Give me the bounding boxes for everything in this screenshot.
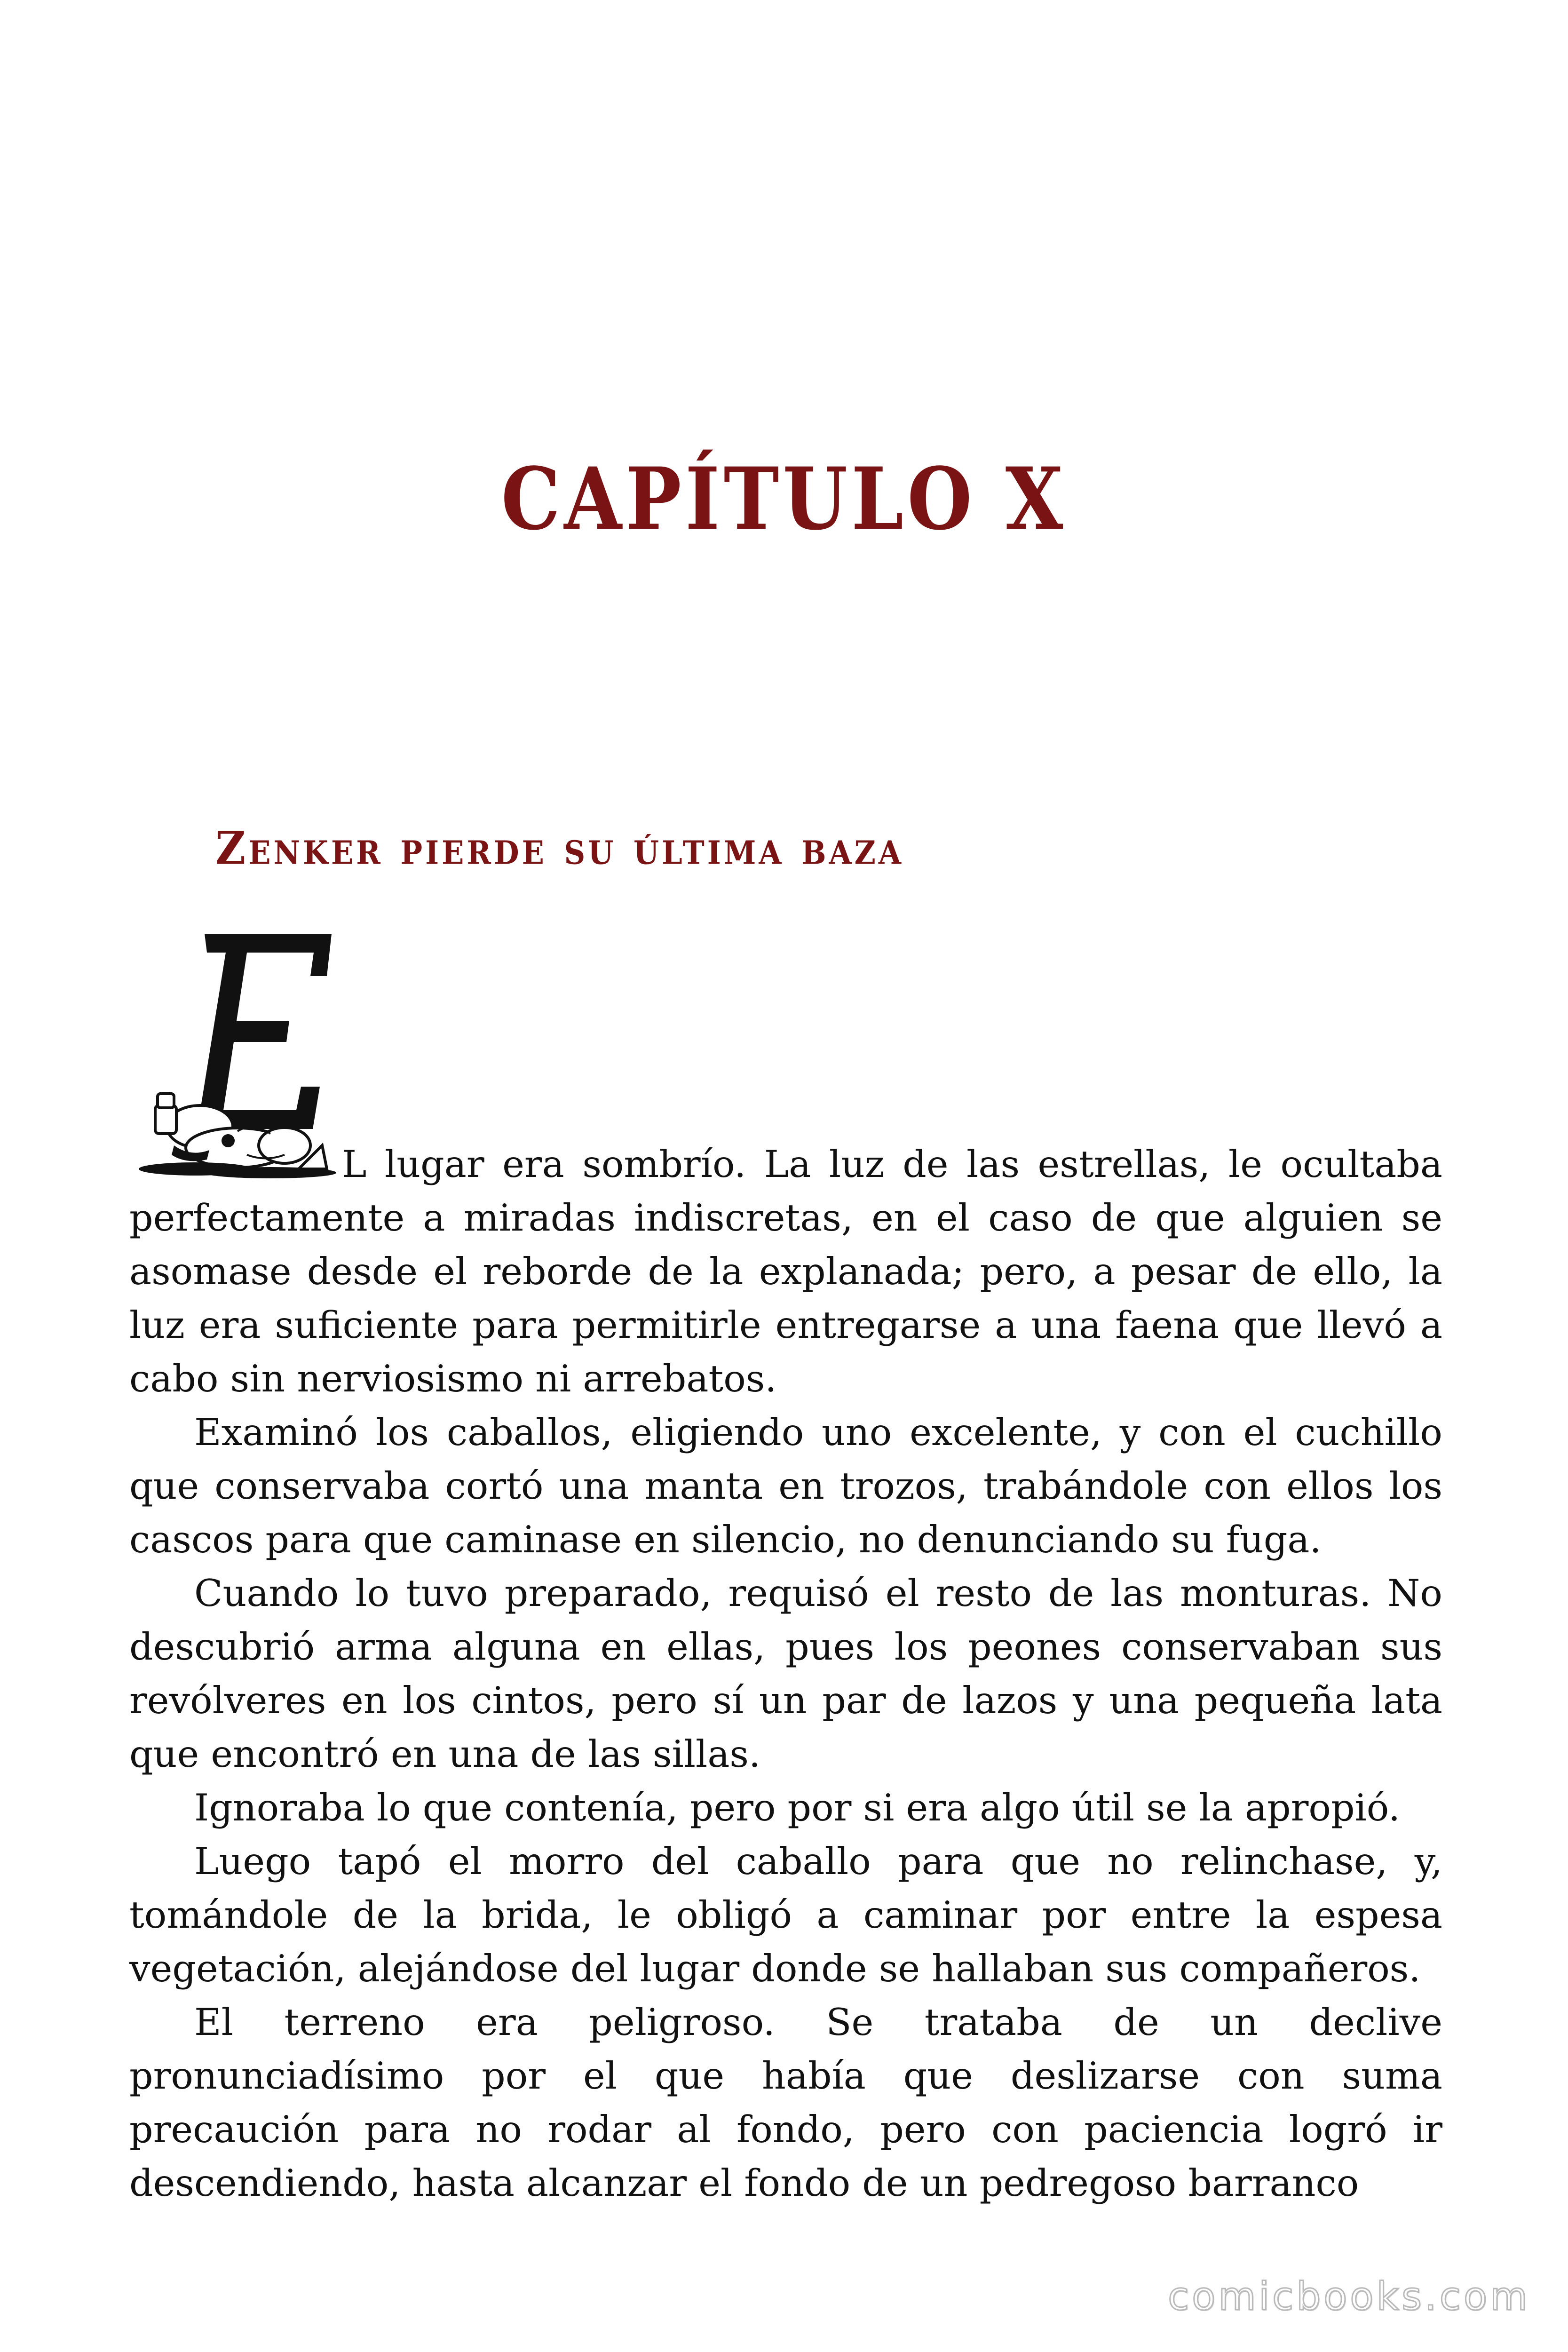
paragraph: Luego tapó el morro del caballo para que no relinchase, y, tomándole de la brida, le obligó a caminar por entre la espesa vegetación, alejándose del lugar donde se hallaban sus compañeros. xyxy=(129,1840,1442,1990)
body-text xyxy=(129,1137,1442,2210)
paragraph xyxy=(129,1137,1442,1406)
paragraph: El terreno era peligroso. Se trataba de un declive pronunciadísimo por el que había que deslizarse con suma precaución para no rodar al fondo, pero con paciencia logró ir descendiendo, hasta alcanzar el fondo de un pedregoso barranco xyxy=(129,2001,1442,2205)
chapter-title: CAPÍTULO X xyxy=(501,449,1067,549)
paragraph: Examinó los caballos, eligiendo uno excelente, y con el cuchillo que conservaba cortó una manta en trozos, trabándole con ellos los cascos para que caminase en silencio, no denunciando su fuga. xyxy=(129,1411,1442,1561)
watermark: comicbooks.com xyxy=(1168,2274,1530,2319)
paragraph: Ignoraba lo que contenía, pero por si era algo útil se la apropió. xyxy=(194,1786,1401,1829)
paragraph: Cuando lo tuvo preparado, requisó el resto de las monturas. No descubrió arma alguna en ellas, pues los peones conservaban sus revólveres en los cintos, pero sí un par de lazos y una pequeña lata que encontró en una de las sillas. xyxy=(129,1572,1442,1776)
paragraph-text: L lugar era sombrío. La luz de las estrellas, le ocultaba perfectamente a miradas indiscretas, en el caso de que alguien se asomase desde el reborde de la explanada; pero, a pesar de ello, la luz era suficiente para permitirle entregarse a una faena que llevó a cabo sin nerviosismo ni arrebatos. xyxy=(129,1143,1442,1400)
section-title: Zenker pierde su última baza xyxy=(215,821,904,875)
